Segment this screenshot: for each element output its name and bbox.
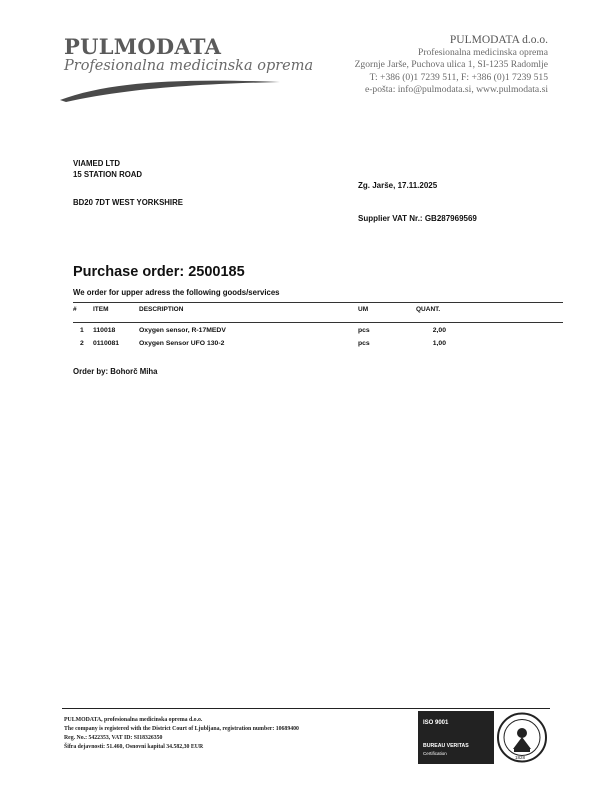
order-by: Order by: Bohorč Miha xyxy=(73,367,158,376)
recipient-street: 15 STATION ROAD xyxy=(73,169,143,179)
recipient-address xyxy=(73,159,183,209)
order-date: Zg. Jarše, 17.11.2025 xyxy=(358,181,438,190)
recipient-name: VIAMED LTD xyxy=(73,159,121,168)
column-header-um: UM xyxy=(358,306,369,313)
footer-line-capital: Šifra dejavnosti: 51.460, Osnovni kapital 34.582,30 EUR xyxy=(64,744,204,750)
certification-logo xyxy=(418,711,548,764)
order-intro: We order for upper adress the following goods/services xyxy=(73,288,280,297)
table-row-2-quantity: 1,00 xyxy=(432,340,446,347)
footer-rule xyxy=(62,708,550,709)
logo-tagline: Profesionalna medicinska oprema xyxy=(64,58,314,74)
recipient-city: BD20 7DT WEST YORKSHIRE xyxy=(73,198,183,207)
table-row-1-description: Oxygen sensor, R-17MEDV xyxy=(139,327,226,334)
column-header-item: ITEM xyxy=(93,306,109,313)
cert-sub-text: Certification xyxy=(423,751,447,756)
supplier-vat: Supplier VAT Nr.: GB287969569 xyxy=(358,214,477,223)
table-row-1-quantity: 2,00 xyxy=(432,327,446,334)
logo-wordmark xyxy=(64,34,221,59)
company-info xyxy=(355,34,548,96)
company-logo xyxy=(58,34,314,106)
company-phone: T: +386 (0)1 7239 511, F: +386 (0)1 7239 515 xyxy=(369,71,548,83)
footer-line-company: PULMODATA, profesionalna medicinska oprema d.o.o. xyxy=(64,717,203,723)
footer-line-vat: Reg. No.: 5422353, VAT ID: SI18326350 xyxy=(64,735,163,741)
table-top-rule xyxy=(73,302,563,303)
table-row-2-description: Oxygen Sensor UFO 130-2 xyxy=(139,340,225,347)
page-title: Purchase order: 2500185 xyxy=(73,264,245,280)
footer-line-registration: The company is registered with the District Court of Ljubljana, registration number: 10689400 xyxy=(64,726,299,732)
column-header-description: DESCRIPTION xyxy=(139,306,184,313)
table-row-2-um: pcs xyxy=(358,340,370,347)
company-address: Zgornje Jarše, Puchova ulica 1, SI-1235 Radomlje xyxy=(354,59,548,71)
logo-wordmark-part-a: PULMO xyxy=(64,34,156,59)
table-row-2-number: 2 xyxy=(80,340,84,347)
cert-iso-text: ISO 9001 xyxy=(423,720,449,726)
footer-legal xyxy=(64,716,299,752)
company-contact: e-pošta: info@pulmodata.si, www.pulmodata.si xyxy=(364,83,548,95)
table-row-1-number: 1 xyxy=(80,327,84,334)
company-name: PULMODATA d.o.o. xyxy=(449,34,548,46)
table-header-rule xyxy=(73,322,563,323)
logo-wordmark-part-b: DATA xyxy=(155,34,222,59)
column-header-quantity: QUANT. xyxy=(416,306,441,313)
table-row-2-item: 0110081 xyxy=(93,340,120,347)
cert-year-text: 1828 xyxy=(515,755,526,760)
cert-body-text: BUREAU VERITAS xyxy=(423,743,469,749)
table-row-1-item: 110018 xyxy=(93,327,116,334)
column-header-number: # xyxy=(73,306,77,313)
company-subtitle: Profesionalna medicinska oprema xyxy=(417,47,548,58)
logo-swoosh-icon xyxy=(58,74,283,104)
table-row-1-um: pcs xyxy=(358,327,370,334)
